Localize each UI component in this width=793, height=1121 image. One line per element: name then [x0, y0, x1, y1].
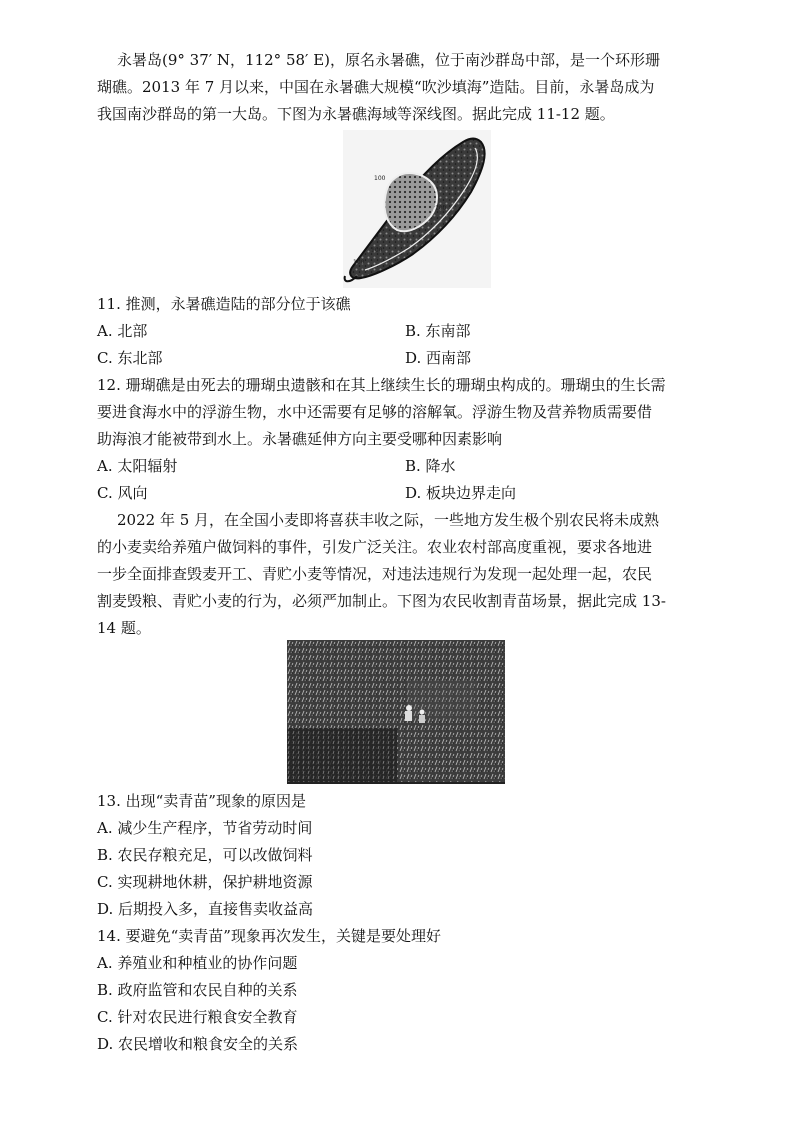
q14-stem: 14. 要避免“卖青苗”现象再次发生，关键是要处理好 [97, 927, 441, 945]
q12-stem-line-1: 12. 珊瑚礁是由死去的珊瑚虫遗骸和在其上继续生长的珊瑚虫构成的。珊瑚虫的生长需 [97, 376, 666, 394]
q11-option-a: A. 北部 [97, 322, 148, 340]
q13-option-d: D. 后期投入多，直接售卖收益高 [97, 900, 314, 918]
q13-option-a: A. 减少生产程序，节省劳动时间 [97, 819, 313, 837]
q14-option-d: D. 农民增收和粮食安全的关系 [97, 1035, 299, 1053]
contour-label-4: 100 [353, 259, 365, 266]
q13-option-c: C. 实现耕地休耕，保护耕地资源 [97, 873, 313, 891]
q12-option-b: B. 降水 [405, 457, 456, 475]
passage1-line-1: 永暑岛(9° 37′ N，112° 58′ E)，原名永暑礁，位于南沙群岛中部，是一个环形珊 [117, 51, 661, 69]
passage2-line-3: 一步全面排查毁麦开工、青贮小麦等情况，对违法违规行为发现一起处理一起，农民 [97, 565, 653, 583]
reef-contour-map [343, 130, 491, 288]
contour-label-3: 100 [371, 247, 383, 254]
q11-option-d: D. 西南部 [405, 349, 472, 367]
harvest-photo [287, 640, 505, 784]
q11-option-b: B. 东南部 [405, 322, 471, 340]
q13-option-b: B. 农民存粮充足，可以改做饲料 [97, 846, 313, 864]
q13-stem: 13. 出现“卖青苗”现象的原因是 [97, 792, 306, 810]
q12-stem-line-2: 要进食海水中的浮游生物，水中还需要有足够的溶解氧。浮游生物及营养物质需要借 [97, 403, 653, 421]
passage2-line-4: 割麦毁粮、青贮小麦的行为，必须严加制止。下图为农民收割青苗场景，据此完成 13- [97, 592, 666, 610]
q12-option-d: D. 板块边界走向 [405, 484, 517, 502]
q14-option-c: C. 针对农民进行粮食安全教育 [97, 1008, 298, 1026]
passage2-line-5: 14 题。 [97, 619, 151, 637]
passage2-line-1: 2022 年 5 月，在全国小麦即将喜获丰收之际，一些地方发生极个别农民将未成熟 [117, 511, 660, 529]
q14-option-a: A. 养殖业和种植业的协作问题 [97, 954, 298, 972]
q11-option-c: C. 东北部 [97, 349, 163, 367]
contour-label-1: 100 [374, 175, 386, 182]
passage1-line-3: 我国南沙群岛的第一大岛。下图为永暑礁海域等深线图。据此完成 11-12 题。 [97, 105, 615, 123]
contour-label-2: 100 [435, 205, 447, 212]
q11-stem: 11. 推测，永暑礁造陆的部分位于该礁 [97, 295, 351, 313]
passage1-line-2: 瑚礁。2013 年 7 月以来，中国在永暑礁大规模“吹沙填海”造陆。目前，永暑岛成为 [97, 78, 655, 96]
passage2-line-2: 的小麦卖给养殖户做饲料的事件，引发广泛关注。农业农村部高度重视，要求各地进 [97, 538, 653, 556]
q12-stem-line-3: 助海浪才能被带到水上。永暑礁延伸方向主要受哪种因素影响 [97, 430, 503, 448]
q12-option-a: A. 太阳辐射 [97, 457, 178, 475]
q12-option-c: C. 风向 [97, 484, 148, 502]
q14-option-b: B. 政府监管和农民自种的关系 [97, 981, 298, 999]
